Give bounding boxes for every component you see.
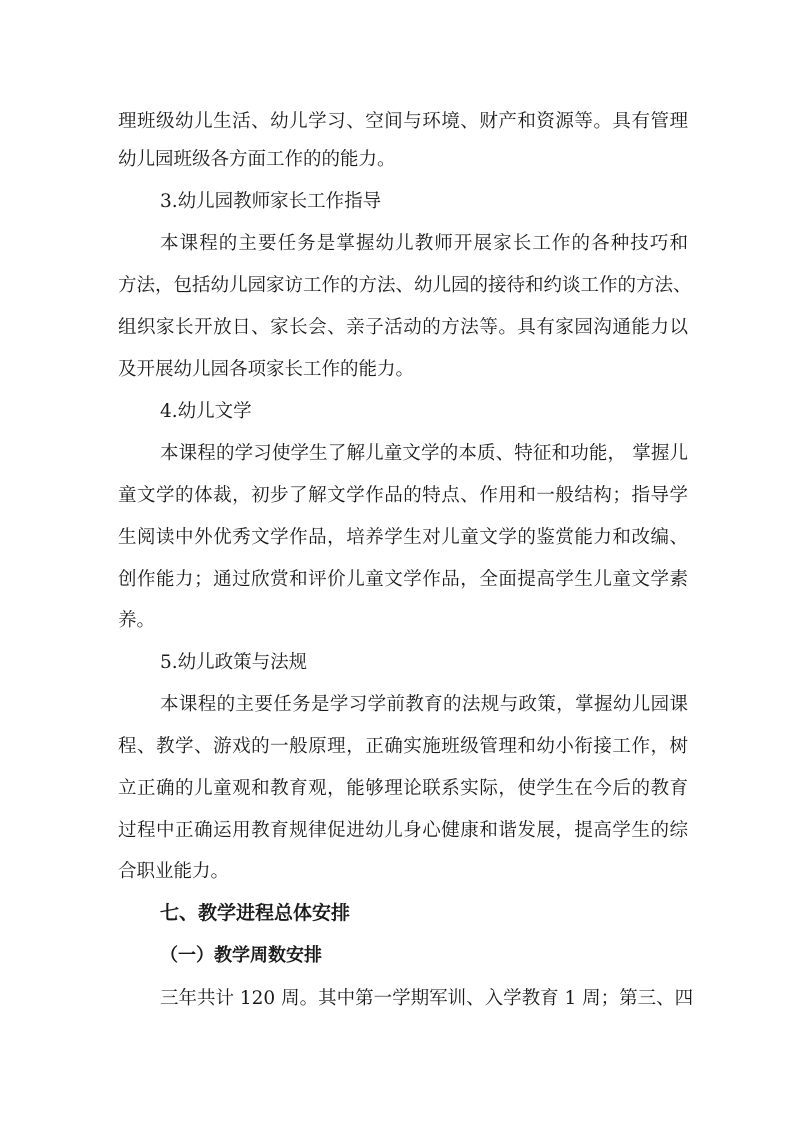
section-3-line-3: 组织家长开放日、家长会、亲子活动的方法等。具有家园沟通能力以 xyxy=(118,317,688,338)
section-3-line-4: 及开展幼儿园各项家长工作的能力。 xyxy=(118,359,415,380)
section-4-line-4: 创作能力；通过欣赏和评价儿童文学作品，全面提高学生儿童文学素 xyxy=(118,569,688,590)
paragraph-1-line-1: 理班级幼儿生活、幼儿学习、空间与环境、财产和资源等。具有管理 xyxy=(118,111,688,132)
section-4-line-2: 童文学的体裁，初步了解文学作品的特点、作用和一般结构；指导学 xyxy=(118,485,688,506)
section-4-line-5: 养。 xyxy=(118,610,156,631)
section-5-line-4: 过程中正确运用教育规律促进幼儿身心健康和谐发展，提高学生的综 xyxy=(118,820,688,841)
section-5-line-3: 立正确的儿童观和教育观，能够理论联系实际，使学生在今后的教育 xyxy=(118,778,688,799)
section-4-title: 4.幼儿文学 xyxy=(160,401,252,422)
section-5-line-2: 程、教学、游戏的一般原理，正确实施班级管理和幼小衔接工作，树 xyxy=(118,736,688,757)
chapter-7-paragraph-1: 三年共计 120 周。其中第一学期军训、入学教育 1 周；第三、四 xyxy=(160,988,694,1009)
paragraph-1-line-2: 幼儿园班级各方面工作的的能力。 xyxy=(118,149,396,170)
section-4-line-3: 生阅读中外优秀文学作品，培养学生对儿童文学的鉴赏能力和改编、 xyxy=(118,527,688,548)
section-5-line-5: 合职业能力。 xyxy=(118,861,230,882)
section-4-line-1: 本课程的学习使学生了解儿童文学的本质、特征和功能， 掌握儿 xyxy=(160,443,688,464)
section-3-line-2: 方法，包括幼儿园家访工作的方法、幼儿园的接待和约谈工作的方法、 xyxy=(118,275,692,296)
section-3-title: 3.幼儿园教师家长工作指导 xyxy=(160,191,382,212)
section-3-line-1: 本课程的主要任务是掌握幼儿教师开展家长工作的各种技巧和 xyxy=(160,233,688,254)
section-5-title: 5.幼儿政策与法规 xyxy=(160,652,308,673)
chapter-7-subheading-1: （一）教学周数安排 xyxy=(160,945,322,966)
section-5-line-1: 本课程的主要任务是学习学前教育的法规与政策，掌握幼儿园课 xyxy=(160,694,688,715)
chapter-7-heading: 七、教学进程总体安排 xyxy=(160,902,351,924)
